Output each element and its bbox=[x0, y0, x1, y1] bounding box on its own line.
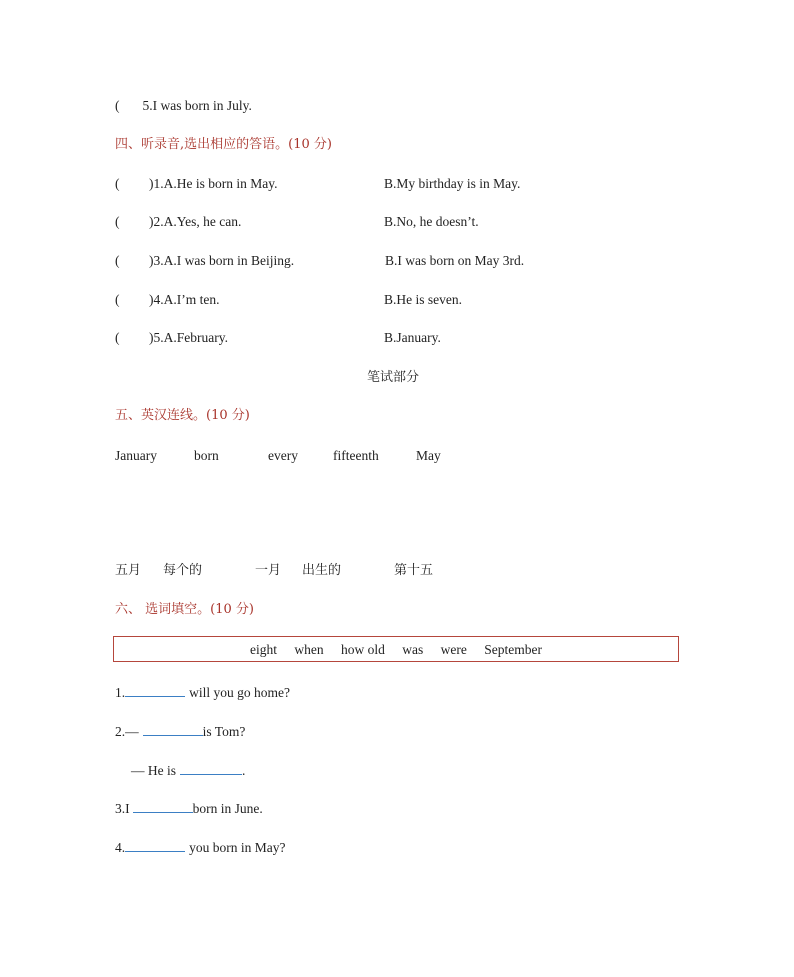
option-a: )2.A.Yes, he can. bbox=[149, 214, 242, 229]
option-a: )3.A.I was born in Beijing. bbox=[149, 253, 295, 268]
chinese-word-born: 出生的 bbox=[302, 563, 342, 578]
question-number: 4. bbox=[115, 840, 126, 855]
english-word-every: every bbox=[268, 448, 298, 463]
question-text: . bbox=[242, 763, 246, 778]
item-text: 5.I was born in July. bbox=[142, 98, 252, 113]
chinese-word-fifteenth: 第十五 bbox=[394, 563, 434, 578]
question-text: will you go home? bbox=[189, 685, 290, 700]
answer-paren[interactable]: ( bbox=[115, 214, 120, 229]
option-b: B.I was born on May 3rd. bbox=[385, 253, 525, 268]
fill-question-3 bbox=[115, 798, 263, 817]
option-b: B.He is seven. bbox=[384, 292, 462, 307]
english-word-born: born bbox=[194, 448, 219, 463]
english-word-may: May bbox=[416, 448, 441, 463]
question-text: is Tom? bbox=[202, 724, 246, 739]
section-4-title: 四、听录音,选出相应的答语。(10 分) bbox=[115, 137, 332, 152]
written-part-heading: 笔试部分 bbox=[367, 370, 420, 385]
answer-blank[interactable] bbox=[125, 837, 185, 852]
question-number: 2.— bbox=[115, 724, 139, 739]
word-bank-item: when bbox=[294, 642, 324, 657]
answer-paren[interactable]: ( bbox=[115, 292, 120, 307]
chinese-word-every: 每个的 bbox=[163, 563, 203, 578]
answer-blank[interactable] bbox=[133, 798, 193, 813]
option-b: B.No, he doesn’t. bbox=[384, 214, 479, 229]
english-word-january: January bbox=[115, 448, 157, 463]
answer-paren[interactable]: ( bbox=[115, 330, 120, 345]
word-bank bbox=[114, 642, 678, 658]
fill-question-1 bbox=[115, 682, 290, 701]
fill-question-2-reply bbox=[131, 760, 245, 779]
section-6-title: 六、 选词填空。(10 分) bbox=[115, 602, 254, 617]
option-a: )4.A.I’m ten. bbox=[149, 292, 220, 307]
word-bank-item: were bbox=[440, 642, 467, 657]
english-word-fifteenth: fifteenth bbox=[333, 448, 379, 463]
word-bank-box bbox=[113, 636, 679, 662]
answer-blank[interactable] bbox=[180, 760, 242, 775]
fill-question-2 bbox=[115, 721, 245, 740]
answer-blank[interactable] bbox=[143, 721, 203, 736]
answer-paren[interactable]: ( bbox=[115, 253, 120, 268]
option-b: B.January. bbox=[384, 330, 441, 345]
answer-paren[interactable]: ( bbox=[115, 176, 120, 191]
question-number: 3.I bbox=[115, 801, 130, 816]
chinese-word-may: 五月 bbox=[115, 563, 142, 578]
word-bank-item: how old bbox=[341, 642, 385, 657]
question-text: you born in May? bbox=[189, 840, 286, 855]
answer-blank[interactable] bbox=[125, 682, 185, 697]
word-bank-item: September bbox=[484, 642, 542, 657]
listening-item-5 bbox=[115, 98, 252, 114]
question-number: 1. bbox=[115, 685, 126, 700]
section-5-title: 五、英汉连线。(10 分) bbox=[115, 408, 250, 423]
question-text: born in June. bbox=[192, 801, 263, 816]
option-a: )1.A.He is born in May. bbox=[149, 176, 278, 191]
word-bank-item: was bbox=[402, 642, 424, 657]
fill-question-4 bbox=[115, 837, 285, 856]
answer-paren: ( bbox=[115, 98, 120, 113]
chinese-word-january: 一月 bbox=[255, 563, 282, 578]
option-a: )5.A.February. bbox=[149, 330, 228, 345]
word-bank-item: eight bbox=[250, 642, 278, 657]
option-b: B.My birthday is in May. bbox=[384, 176, 521, 191]
question-text: — He is bbox=[131, 763, 176, 778]
